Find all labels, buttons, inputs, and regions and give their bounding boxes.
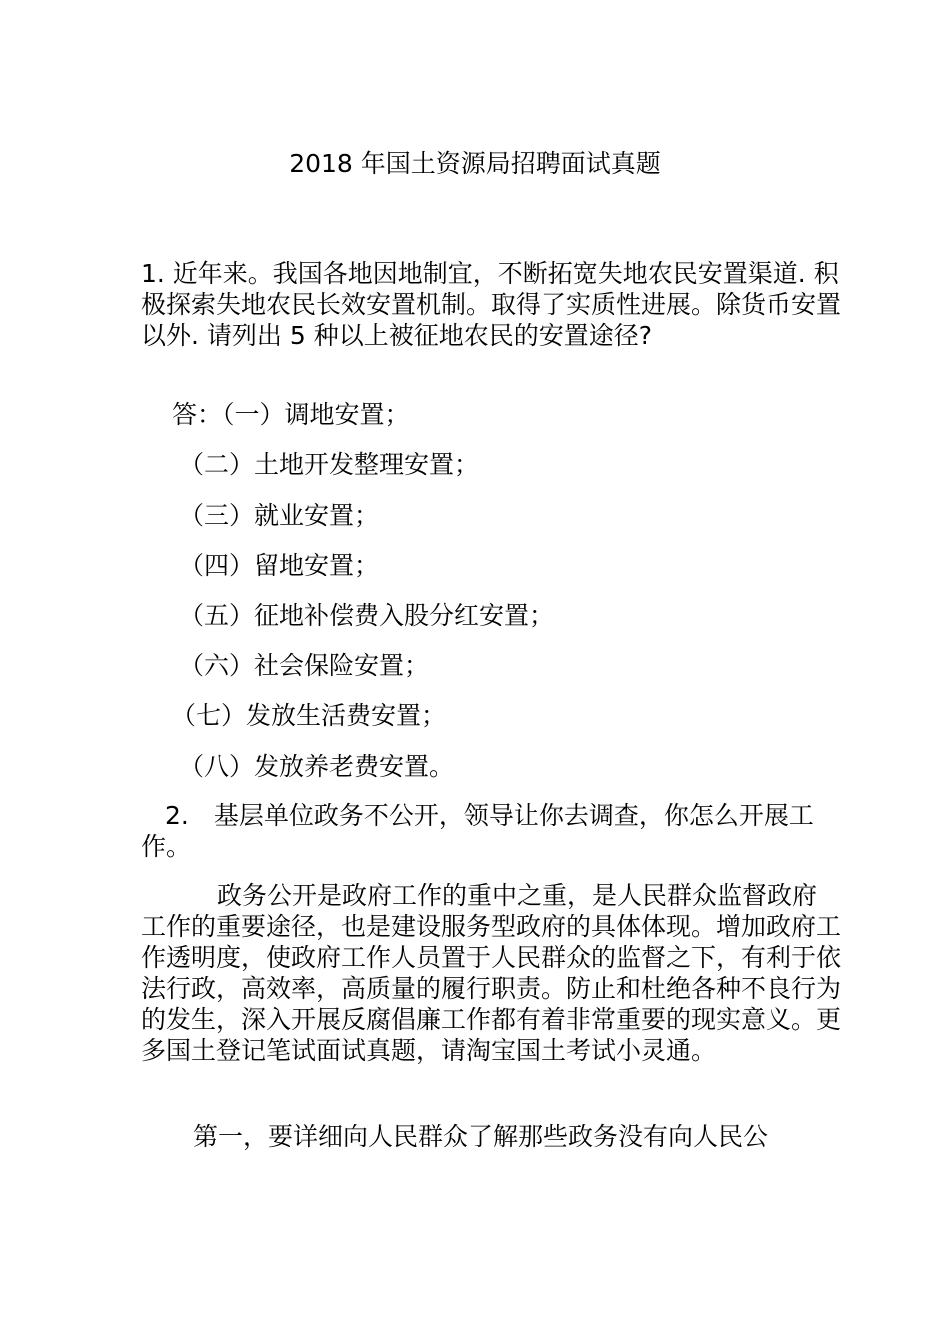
answer-item-5: （五）征地补偿费入股分红安置； bbox=[179, 601, 555, 630]
question-2: 2. 基层单位政务不公开，领导让你去调查，你怎么开展工作。 bbox=[141, 801, 814, 861]
answer-item-6: （六）社会保险安置； bbox=[179, 651, 430, 680]
question-1: 1. 近年来。我国各地因地制宜，不断拓宽失地农民安置渠道. 积极探索失地农民长效安置机制。取得了实质性进展。除货币安置以外. 请列出 5 种以上被征地农民的安置途径? bbox=[141, 259, 842, 350]
question-2-point-1: 第一，要详细向人民群众了解那些政务没有向人民公 bbox=[193, 1122, 769, 1151]
answer-item-3: （三）就业安置； bbox=[179, 501, 380, 530]
answer-item-1: 答：（一）调地安置； bbox=[172, 400, 410, 429]
answer-item-4: （四）留地安置； bbox=[179, 551, 380, 580]
answer-item-7: （七）发放生活费安置； bbox=[171, 701, 447, 730]
answer-item-8: （八）发放养老费安置。 bbox=[179, 752, 455, 781]
document-title: 2018 年国土资源局招聘面试真题 bbox=[289, 149, 661, 178]
question-2-body: 政务公开是政府工作的重中之重，是人民群众监督政府工作的重要途径，也是建设服务型政府的具体体现。增加政府工作透明度，使政府工作人员置于人民群众的监督之下，有利于依法行政，高效率，高质量的履行职责。防止和杜绝各种不良行为的发生，深入开展反腐倡廉工作都有着非常重要的现实意义。更多国土登记笔试面试真题，请淘宝国土考试小灵通。 bbox=[141, 881, 842, 1065]
answer-item-2: （二）土地开发整理安置； bbox=[179, 450, 480, 479]
